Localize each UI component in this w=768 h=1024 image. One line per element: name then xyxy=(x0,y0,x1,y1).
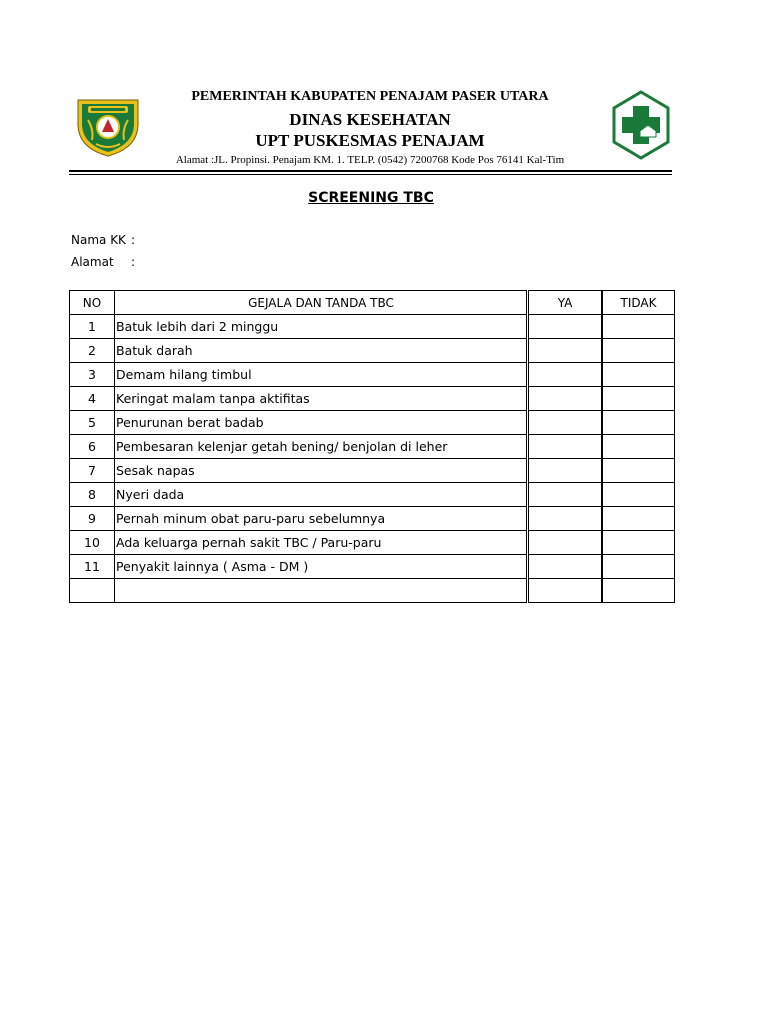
row-no-cell[interactable] xyxy=(602,411,675,435)
field-alamat xyxy=(71,255,136,269)
row-number: 2 xyxy=(70,339,115,363)
header-divider-thin xyxy=(69,174,672,175)
row-symptom: Nyeri dada xyxy=(115,483,528,507)
row-number: 7 xyxy=(70,459,115,483)
row-no-cell[interactable] xyxy=(602,507,675,531)
row-no-cell[interactable] xyxy=(602,435,675,459)
table-row xyxy=(70,315,675,339)
row-symptom: Penyakit lainnya ( Asma - DM ) xyxy=(115,555,528,579)
header-divider xyxy=(69,170,672,172)
row-symptom: Keringat malam tanpa aktifitas xyxy=(115,387,528,411)
row-number: 1 xyxy=(70,315,115,339)
row-number: 4 xyxy=(70,387,115,411)
row-yes-cell[interactable] xyxy=(528,387,603,411)
row-yes-cell[interactable] xyxy=(528,315,603,339)
row-no-cell[interactable] xyxy=(602,315,675,339)
row-yes-cell[interactable] xyxy=(528,483,603,507)
row-yes-cell[interactable] xyxy=(528,339,603,363)
row-symptom: Batuk darah xyxy=(115,339,528,363)
field-label: Nama KK xyxy=(71,233,126,247)
row-yes-cell[interactable] xyxy=(528,459,603,483)
row-no-cell[interactable] xyxy=(602,483,675,507)
header-no-answer: TIDAK xyxy=(602,291,675,315)
field-separator: : xyxy=(131,255,136,269)
row-number xyxy=(70,579,115,603)
row-yes-cell[interactable] xyxy=(528,435,603,459)
row-yes-cell[interactable] xyxy=(528,411,603,435)
header-government: PEMERINTAH KABUPATEN PENAJAM PASER UTARA xyxy=(191,89,549,104)
table-row xyxy=(70,411,675,435)
screening-table xyxy=(69,290,675,603)
row-no-cell[interactable] xyxy=(602,555,675,579)
row-symptom: Pembesaran kelenjar getah bening/ benjolan di leher xyxy=(115,435,528,459)
header-clinic: UPT PUSKESMAS PENAJAM xyxy=(255,131,485,150)
row-number: 3 xyxy=(70,363,115,387)
header-symptom: GEJALA DAN TANDA TBC xyxy=(115,291,528,315)
row-number: 9 xyxy=(70,507,115,531)
table-row xyxy=(70,579,675,603)
table-header-row xyxy=(70,291,675,315)
row-symptom: Penurunan berat badab xyxy=(115,411,528,435)
table-row xyxy=(70,435,675,459)
row-number: 8 xyxy=(70,483,115,507)
row-symptom: Pernah minum obat paru-paru sebelumnya xyxy=(115,507,528,531)
header-yes: YA xyxy=(528,291,603,315)
header-no: NO xyxy=(70,291,115,315)
row-yes-cell[interactable] xyxy=(528,555,603,579)
table-row xyxy=(70,507,675,531)
header-agency: DINAS KESEHATAN xyxy=(289,110,451,129)
field-nama-kk xyxy=(71,233,136,247)
row-number: 10 xyxy=(70,531,115,555)
row-symptom xyxy=(115,579,528,603)
table-row xyxy=(70,483,675,507)
row-number: 11 xyxy=(70,555,115,579)
row-symptom: Demam hilang timbul xyxy=(115,363,528,387)
header-address: Alamat :JL. Propinsi. Penajam KM. 1. TELP. (0542) 7200768 Kode Pos 76141 Kal-Tim xyxy=(175,154,565,166)
puskesmas-cross-icon xyxy=(612,90,670,160)
row-symptom: Batuk lebih dari 2 minggu xyxy=(115,315,528,339)
table-row xyxy=(70,363,675,387)
row-no-cell[interactable] xyxy=(602,387,675,411)
table-row xyxy=(70,459,675,483)
field-separator: : xyxy=(131,233,136,247)
row-no-cell[interactable] xyxy=(602,363,675,387)
row-yes-cell[interactable] xyxy=(528,507,603,531)
row-yes-cell[interactable] xyxy=(528,531,603,555)
row-symptom: Sesak napas xyxy=(115,459,528,483)
row-symptom: Ada keluarga pernah sakit TBC / Paru-paru xyxy=(115,531,528,555)
row-yes-cell[interactable] xyxy=(528,579,603,603)
table-row xyxy=(70,339,675,363)
row-number: 6 xyxy=(70,435,115,459)
field-label: Alamat xyxy=(71,255,114,269)
table-row xyxy=(70,555,675,579)
row-no-cell[interactable] xyxy=(602,531,675,555)
row-number: 5 xyxy=(70,411,115,435)
table-row xyxy=(70,387,675,411)
document-title: SCREENING TBC xyxy=(308,190,434,206)
row-no-cell[interactable] xyxy=(602,579,675,603)
row-yes-cell[interactable] xyxy=(528,363,603,387)
row-no-cell[interactable] xyxy=(602,459,675,483)
table-row xyxy=(70,531,675,555)
row-no-cell[interactable] xyxy=(602,339,675,363)
